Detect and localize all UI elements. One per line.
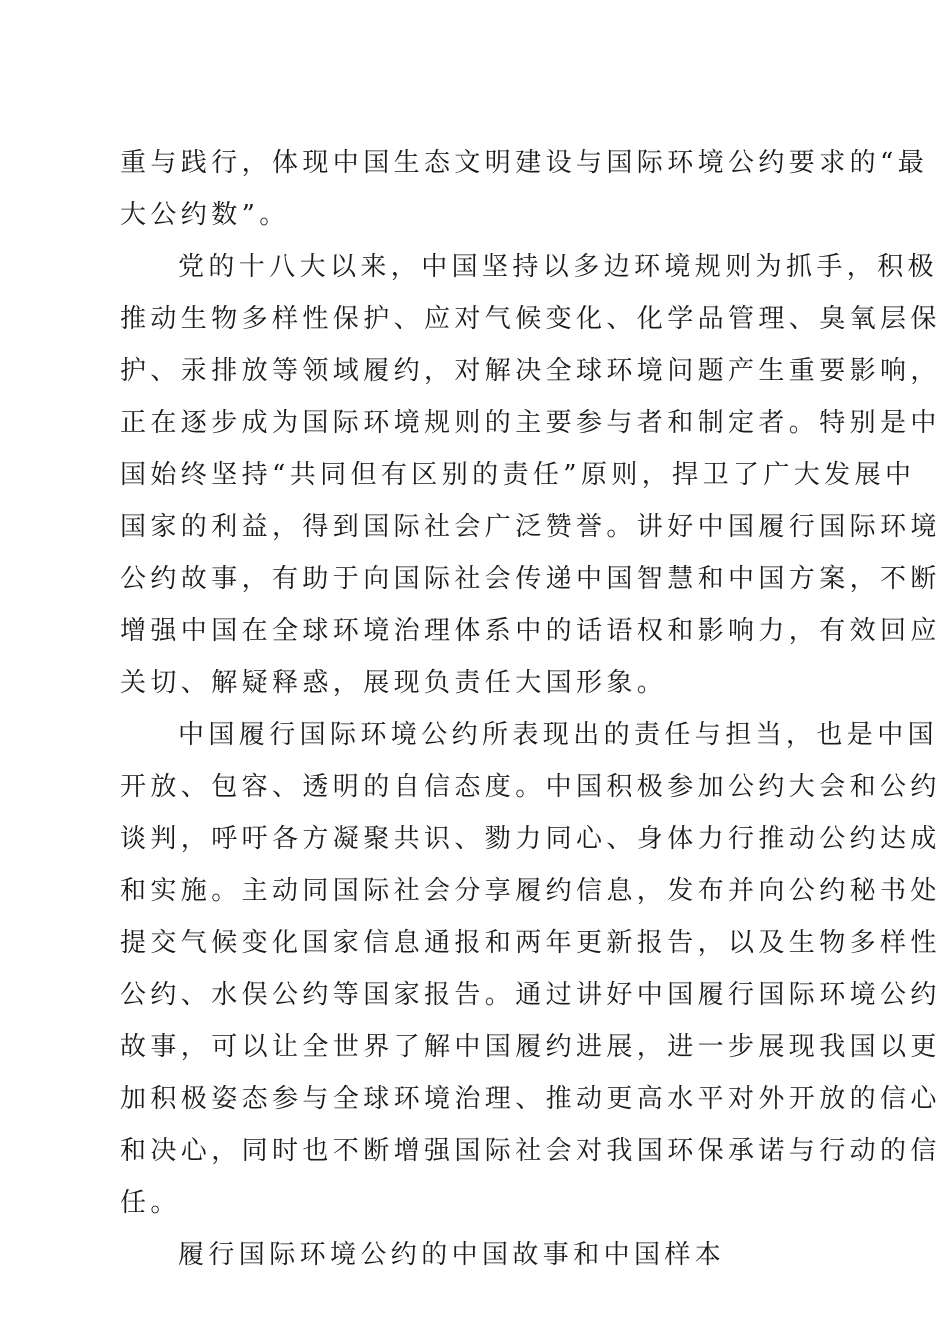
text-line: 提交气候变化国家信息通报和两年更新报告，以及生物多样性 [120, 928, 941, 958]
text-line: 谈判，呼吁各方凝聚共识、勠力同心、身体力行推动公约达成 [120, 824, 941, 854]
text-line: 任。 [120, 1188, 181, 1218]
text-line: 加积极姿态参与全球环境治理、推动更高水平对外开放的信心 [120, 1084, 941, 1114]
text-line: 推动生物多样性保护、应对气候变化、化学品管理、臭氧层保 [120, 304, 941, 334]
text-line: 故事，可以让全世界了解中国履约进展，进一步展现我国以更 [120, 1032, 941, 1062]
document-body [120, 137, 941, 1281]
text-line: 公约故事，有助于向国际社会传递中国智慧和中国方案，不断 [120, 564, 941, 594]
text-line: 大公约数”。 [120, 200, 290, 230]
text-line: 增强中国在全球环境治理体系中的话语权和影响力，有效回应 [120, 616, 941, 646]
text-line: 护、汞排放等领域履约，对解决全球环境问题产生重要影响， [120, 356, 941, 386]
section-heading: 履行国际环境公约的中国故事和中国样本 [178, 1240, 726, 1270]
text-line: 正在逐步成为国际环境规则的主要参与者和制定者。特别是中 [120, 408, 941, 438]
text-line: 公约、水俣公约等国家报告。通过讲好中国履行国际环境公约 [120, 980, 941, 1010]
text-line: 开放、包容、透明的自信态度。中国积极参加公约大会和公约 [120, 772, 941, 802]
text-line: 国始终坚持“共同但有区别的责任”原则，捍卫了广大发展中 [120, 460, 916, 490]
text-line: 和决心，同时也不断增强国际社会对我国环保承诺与行动的信 [120, 1136, 941, 1166]
text-line: 国家的利益，得到国际社会广泛赞誉。讲好中国履行国际环境 [120, 512, 941, 542]
text-line: 和实施。主动同国际社会分享履约信息，发布并向公约秘书处 [120, 876, 941, 906]
text-line: 重与践行，体现中国生态文明建设与国际环境公约要求的“最 [120, 148, 929, 178]
text-line: 关切、解疑释惑，展现负责任大国形象。 [120, 668, 668, 698]
paragraph-start-line: 中国履行国际环境公约所表现出的责任与担当，也是中国 [178, 720, 939, 750]
paragraph-start-line: 党的十八大以来，中国坚持以多边环境规则为抓手，积极 [178, 252, 939, 282]
